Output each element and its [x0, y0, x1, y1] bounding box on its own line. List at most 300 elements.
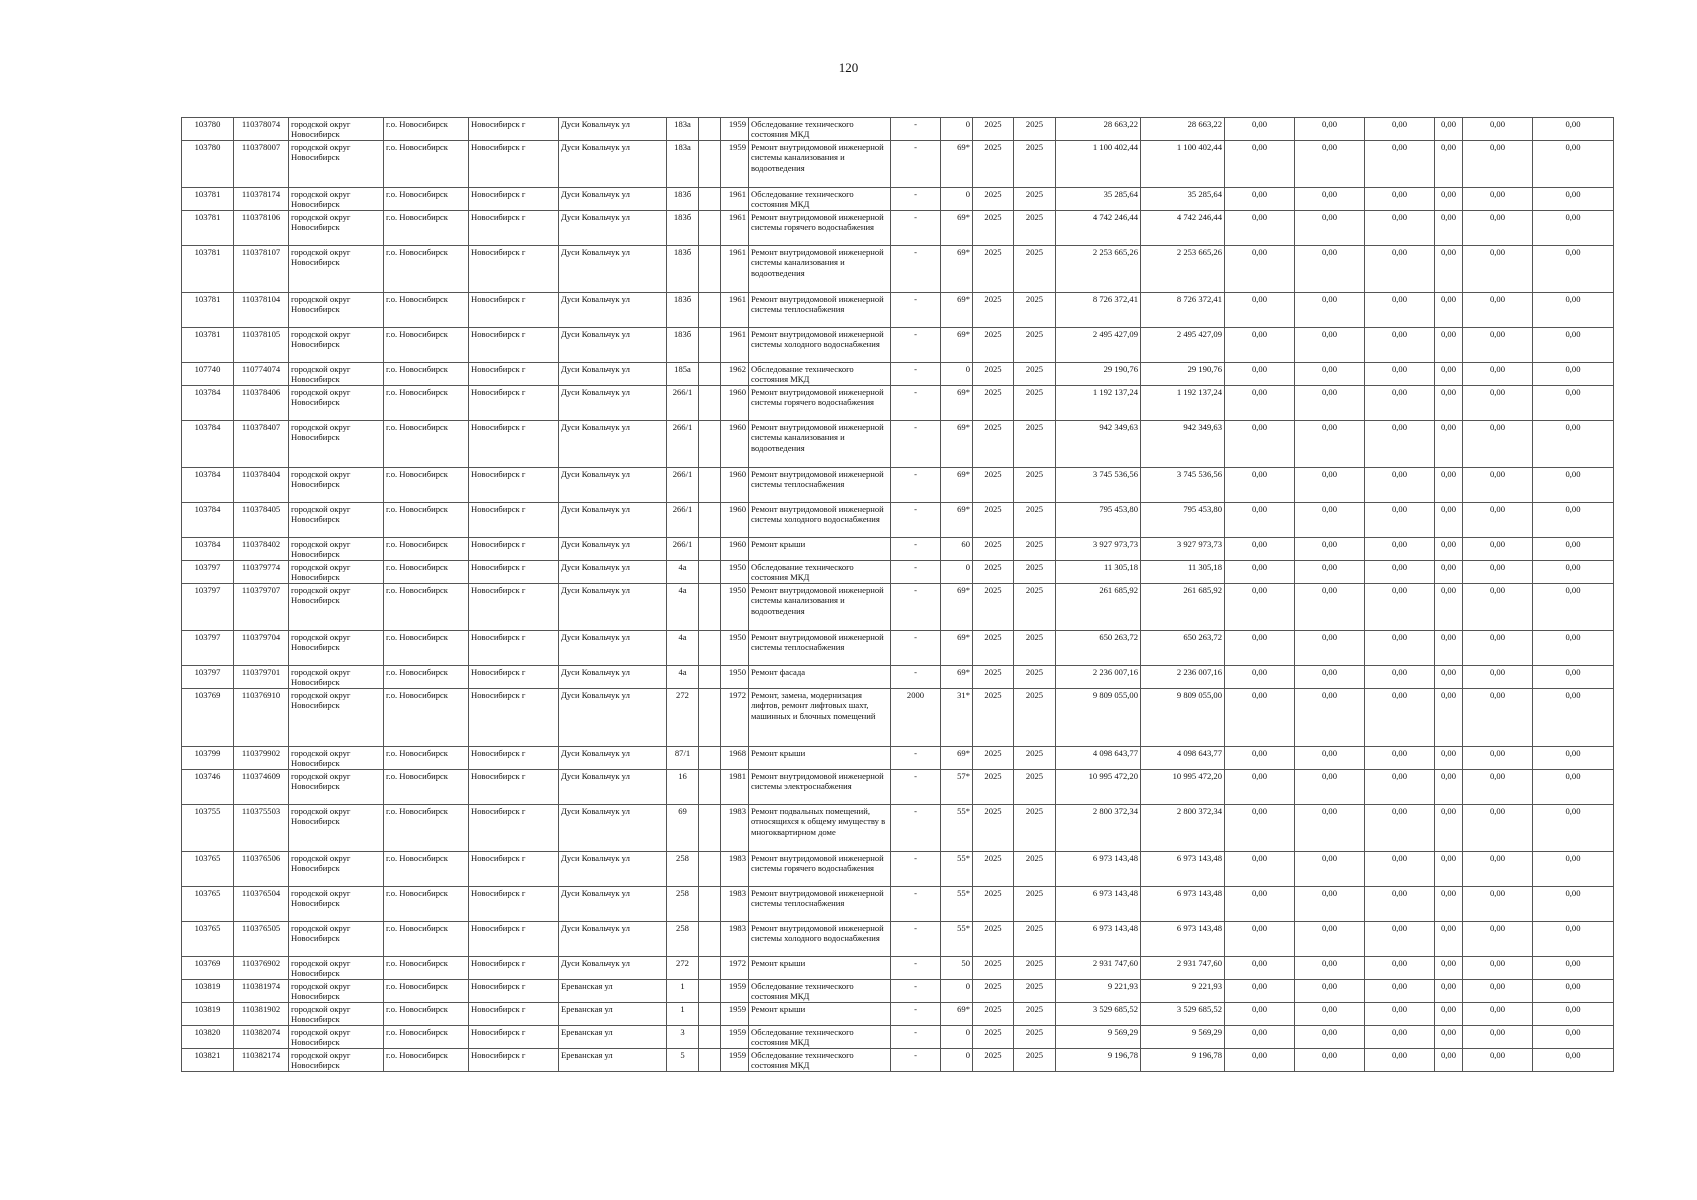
cell-cost-b: 0,00 — [1295, 1049, 1365, 1072]
cell-municipality: городской округ Новосибирск — [289, 421, 384, 468]
cell-house: 266/1 — [667, 386, 699, 421]
cell-house: 16 — [667, 770, 699, 805]
cell-city: Новосибирск г — [469, 747, 559, 770]
cell-cost-b: 0,00 — [1295, 328, 1365, 363]
cell-cost-c: 0,00 — [1365, 421, 1435, 468]
cell-year-start: 2025 — [973, 922, 1014, 957]
cell-cost-d: 0,00 — [1435, 1026, 1463, 1049]
cell-cost-b: 0,00 — [1295, 666, 1365, 689]
cell-cost-e: 0,00 — [1463, 584, 1533, 631]
cell-wear-percent: 0 — [941, 118, 973, 141]
cell-district: г.о. Новосибирск — [384, 188, 469, 211]
cell-cost-c: 0,00 — [1365, 770, 1435, 805]
cell-cost-f: 0,00 — [1533, 386, 1614, 421]
cell-city: Новосибирск г — [469, 293, 559, 328]
cell-cost-b: 0,00 — [1295, 770, 1365, 805]
cell-year-built: 1959 — [721, 980, 749, 1003]
cell-address-code: 103821 — [182, 1049, 234, 1072]
cell-cost-c: 0,00 — [1365, 957, 1435, 980]
cell-house: 185а — [667, 363, 699, 386]
cell-house: 183а — [667, 141, 699, 188]
cell-house: 183б — [667, 188, 699, 211]
cell-address-code: 103784 — [182, 503, 234, 538]
cell-building — [699, 689, 721, 747]
cell-cost-b: 0,00 — [1295, 561, 1365, 584]
cell-total-cost: 650 263,72 — [1056, 631, 1141, 666]
cell-building — [699, 328, 721, 363]
table-row — [182, 887, 1614, 922]
cell-work-id: 110376910 — [234, 689, 289, 747]
cell-city: Новосибирск г — [469, 1026, 559, 1049]
cell-work-id: 110381902 — [234, 1003, 289, 1026]
cell-year-built: 1961 — [721, 188, 749, 211]
cell-year-start: 2025 — [973, 363, 1014, 386]
cell-year-end: 2025 — [1014, 328, 1056, 363]
cell-municipality: городской округ Новосибирск — [289, 957, 384, 980]
cell-cost-a: 0,00 — [1225, 887, 1295, 922]
cell-cost-b: 0,00 — [1295, 421, 1365, 468]
cell-city: Новосибирск г — [469, 246, 559, 293]
cell-year-end: 2025 — [1014, 188, 1056, 211]
cell-cost-b: 0,00 — [1295, 584, 1365, 631]
cell-address-code: 103820 — [182, 1026, 234, 1049]
cell-work-id: 110381974 — [234, 980, 289, 1003]
cell-cost-e: 0,00 — [1463, 561, 1533, 584]
cell-cost-e: 0,00 — [1463, 852, 1533, 887]
cell-building — [699, 584, 721, 631]
cell-year-end: 2025 — [1014, 246, 1056, 293]
cell-cost-a: 0,00 — [1225, 770, 1295, 805]
cell-wear-percent: 0 — [941, 980, 973, 1003]
cell-street: Дуси Ковальчук ул — [559, 293, 667, 328]
cell-year-end: 2025 — [1014, 561, 1056, 584]
cell-year-start: 2025 — [973, 141, 1014, 188]
cell-volume: - — [891, 328, 941, 363]
cell-total-cost: 9 809 055,00 — [1056, 689, 1141, 747]
cell-work-id: 110376505 — [234, 922, 289, 957]
cell-total-cost: 261 685,92 — [1056, 584, 1141, 631]
cell-work-type: Обследование технического состояния МКД — [749, 118, 891, 141]
cell-city: Новосибирск г — [469, 957, 559, 980]
cell-street: Дуси Ковальчук ул — [559, 211, 667, 246]
cell-volume: - — [891, 1003, 941, 1026]
cell-year-start: 2025 — [973, 980, 1014, 1003]
cell-cost-fund: 2 931 747,60 — [1141, 957, 1225, 980]
cell-year-built: 1972 — [721, 957, 749, 980]
cell-cost-b: 0,00 — [1295, 363, 1365, 386]
cell-volume: - — [891, 805, 941, 852]
cell-year-end: 2025 — [1014, 363, 1056, 386]
cell-city: Новосибирск г — [469, 503, 559, 538]
cell-volume: - — [891, 770, 941, 805]
cell-cost-d: 0,00 — [1435, 211, 1463, 246]
cell-cost-e: 0,00 — [1463, 689, 1533, 747]
cell-cost-fund: 3 745 536,56 — [1141, 468, 1225, 503]
table-row — [182, 293, 1614, 328]
cell-city: Новосибирск г — [469, 852, 559, 887]
cell-year-end: 2025 — [1014, 118, 1056, 141]
table-row — [182, 363, 1614, 386]
cell-district: г.о. Новосибирск — [384, 1003, 469, 1026]
cell-city: Новосибирск г — [469, 689, 559, 747]
cell-street: Дуси Ковальчук ул — [559, 246, 667, 293]
table-row — [182, 747, 1614, 770]
cell-year-built: 1959 — [721, 1026, 749, 1049]
cell-work-type: Ремонт внутридомовой инженерной системы теплоснабжения — [749, 631, 891, 666]
cell-city: Новосибирск г — [469, 328, 559, 363]
table-row — [182, 805, 1614, 852]
cell-work-id: 110378406 — [234, 386, 289, 421]
cell-cost-e: 0,00 — [1463, 631, 1533, 666]
cell-city: Новосибирск г — [469, 887, 559, 922]
cell-year-start: 2025 — [973, 328, 1014, 363]
cell-year-end: 2025 — [1014, 631, 1056, 666]
cell-total-cost: 2 931 747,60 — [1056, 957, 1141, 980]
cell-cost-f: 0,00 — [1533, 980, 1614, 1003]
cell-cost-d: 0,00 — [1435, 747, 1463, 770]
cell-district: г.о. Новосибирск — [384, 293, 469, 328]
cell-work-id: 110379774 — [234, 561, 289, 584]
cell-cost-b: 0,00 — [1295, 887, 1365, 922]
cell-house: 183б — [667, 211, 699, 246]
table-row — [182, 188, 1614, 211]
cell-year-built: 1959 — [721, 141, 749, 188]
cell-building — [699, 747, 721, 770]
cell-year-built: 1960 — [721, 468, 749, 503]
cell-street: Дуси Ковальчук ул — [559, 188, 667, 211]
cell-cost-c: 0,00 — [1365, 188, 1435, 211]
cell-year-end: 2025 — [1014, 584, 1056, 631]
cell-total-cost: 9 221,93 — [1056, 980, 1141, 1003]
cell-cost-e: 0,00 — [1463, 503, 1533, 538]
cell-building — [699, 561, 721, 584]
cell-year-end: 2025 — [1014, 1026, 1056, 1049]
cell-cost-fund: 28 663,22 — [1141, 118, 1225, 141]
cell-street: Дуси Ковальчук ул — [559, 421, 667, 468]
cell-total-cost: 3 745 536,56 — [1056, 468, 1141, 503]
cell-year-start: 2025 — [973, 293, 1014, 328]
cell-total-cost: 6 973 143,48 — [1056, 852, 1141, 887]
cell-municipality: городской округ Новосибирск — [289, 503, 384, 538]
cell-municipality: городской округ Новосибирск — [289, 887, 384, 922]
cell-year-built: 1972 — [721, 689, 749, 747]
cell-volume: - — [891, 503, 941, 538]
cell-building — [699, 386, 721, 421]
cell-municipality: городской округ Новосибирск — [289, 922, 384, 957]
cell-street: Ереванская ул — [559, 1003, 667, 1026]
cell-address-code: 103799 — [182, 747, 234, 770]
cell-work-id: 110378104 — [234, 293, 289, 328]
cell-cost-c: 0,00 — [1365, 887, 1435, 922]
cell-cost-a: 0,00 — [1225, 141, 1295, 188]
cell-house: 272 — [667, 689, 699, 747]
cell-year-built: 1959 — [721, 1003, 749, 1026]
cell-year-start: 2025 — [973, 211, 1014, 246]
cell-volume: - — [891, 363, 941, 386]
cell-volume: - — [891, 211, 941, 246]
cell-year-start: 2025 — [973, 631, 1014, 666]
cell-total-cost: 29 190,76 — [1056, 363, 1141, 386]
cell-total-cost: 9 569,29 — [1056, 1026, 1141, 1049]
cell-cost-b: 0,00 — [1295, 468, 1365, 503]
cell-year-built: 1961 — [721, 246, 749, 293]
cell-work-id: 110378074 — [234, 118, 289, 141]
cell-year-built: 1959 — [721, 1049, 749, 1072]
cell-cost-e: 0,00 — [1463, 211, 1533, 246]
cell-cost-fund: 9 569,29 — [1141, 1026, 1225, 1049]
cell-city: Новосибирск г — [469, 141, 559, 188]
cell-volume: - — [891, 584, 941, 631]
cell-volume: - — [891, 980, 941, 1003]
cell-building — [699, 118, 721, 141]
cell-building — [699, 503, 721, 538]
cell-cost-b: 0,00 — [1295, 852, 1365, 887]
cell-cost-c: 0,00 — [1365, 747, 1435, 770]
cell-work-id: 110374609 — [234, 770, 289, 805]
cell-cost-f: 0,00 — [1533, 1026, 1614, 1049]
cell-house: 3 — [667, 1026, 699, 1049]
cell-cost-f: 0,00 — [1533, 328, 1614, 363]
cell-cost-e: 0,00 — [1463, 118, 1533, 141]
cell-year-end: 2025 — [1014, 211, 1056, 246]
cell-house: 183б — [667, 246, 699, 293]
cell-year-built: 1950 — [721, 666, 749, 689]
cell-wear-percent: 0 — [941, 363, 973, 386]
cell-cost-c: 0,00 — [1365, 118, 1435, 141]
cell-building — [699, 246, 721, 293]
cell-cost-fund: 261 685,92 — [1141, 584, 1225, 631]
cell-cost-e: 0,00 — [1463, 141, 1533, 188]
cell-building — [699, 631, 721, 666]
cell-district: г.о. Новосибирск — [384, 770, 469, 805]
cell-street: Дуси Ковальчук ул — [559, 747, 667, 770]
cell-municipality: городской округ Новосибирск — [289, 631, 384, 666]
cell-wear-percent: 57* — [941, 770, 973, 805]
cell-cost-fund: 3 927 973,73 — [1141, 538, 1225, 561]
cell-cost-d: 0,00 — [1435, 118, 1463, 141]
cell-municipality: городской округ Новосибирск — [289, 118, 384, 141]
cell-year-start: 2025 — [973, 1049, 1014, 1072]
cell-cost-e: 0,00 — [1463, 468, 1533, 503]
cell-volume: - — [891, 118, 941, 141]
cell-cost-fund: 9 809 055,00 — [1141, 689, 1225, 747]
cell-cost-f: 0,00 — [1533, 118, 1614, 141]
cell-street: Ереванская ул — [559, 1026, 667, 1049]
cell-year-built: 1960 — [721, 421, 749, 468]
cell-cost-d: 0,00 — [1435, 666, 1463, 689]
cell-work-type: Обследование технического состояния МКД — [749, 980, 891, 1003]
cell-year-end: 2025 — [1014, 980, 1056, 1003]
cell-address-code: 103780 — [182, 118, 234, 141]
cell-cost-b: 0,00 — [1295, 293, 1365, 328]
cell-cost-d: 0,00 — [1435, 561, 1463, 584]
cell-wear-percent: 69* — [941, 421, 973, 468]
cell-city: Новосибирск г — [469, 805, 559, 852]
cell-work-type: Ремонт внутридомовой инженерной системы канализования и водоотведения — [749, 141, 891, 188]
cell-work-type: Ремонт крыши — [749, 538, 891, 561]
cell-year-start: 2025 — [973, 503, 1014, 538]
cell-cost-a: 0,00 — [1225, 957, 1295, 980]
cell-cost-f: 0,00 — [1533, 887, 1614, 922]
cell-house: 258 — [667, 922, 699, 957]
cell-volume: - — [891, 957, 941, 980]
cell-cost-a: 0,00 — [1225, 689, 1295, 747]
cell-municipality: городской округ Новосибирск — [289, 328, 384, 363]
cell-cost-fund: 942 349,63 — [1141, 421, 1225, 468]
cell-year-end: 2025 — [1014, 805, 1056, 852]
cell-year-end: 2025 — [1014, 887, 1056, 922]
cell-volume: - — [891, 747, 941, 770]
cell-street: Дуси Ковальчук ул — [559, 503, 667, 538]
cell-cost-fund: 29 190,76 — [1141, 363, 1225, 386]
cell-work-type: Ремонт внутридомовой инженерной системы канализования и водоотведения — [749, 584, 891, 631]
table-row — [182, 538, 1614, 561]
cell-wear-percent: 69* — [941, 666, 973, 689]
cell-work-id: 110379902 — [234, 747, 289, 770]
cell-cost-d: 0,00 — [1435, 141, 1463, 188]
cell-municipality: городской округ Новосибирск — [289, 770, 384, 805]
cell-total-cost: 2 236 007,16 — [1056, 666, 1141, 689]
cell-cost-f: 0,00 — [1533, 293, 1614, 328]
cell-cost-d: 0,00 — [1435, 770, 1463, 805]
cell-cost-fund: 1 100 402,44 — [1141, 141, 1225, 188]
cell-house: 4а — [667, 631, 699, 666]
cell-year-end: 2025 — [1014, 538, 1056, 561]
cell-cost-b: 0,00 — [1295, 1003, 1365, 1026]
cell-house: 266/1 — [667, 503, 699, 538]
cell-year-built: 1960 — [721, 503, 749, 538]
cell-cost-e: 0,00 — [1463, 805, 1533, 852]
cell-total-cost: 8 726 372,41 — [1056, 293, 1141, 328]
cell-year-end: 2025 — [1014, 957, 1056, 980]
cell-municipality: городской округ Новосибирск — [289, 805, 384, 852]
cell-cost-d: 0,00 — [1435, 538, 1463, 561]
cell-street: Ереванская ул — [559, 1049, 667, 1072]
cell-cost-b: 0,00 — [1295, 747, 1365, 770]
cell-year-end: 2025 — [1014, 922, 1056, 957]
cell-cost-c: 0,00 — [1365, 503, 1435, 538]
cell-wear-percent: 69* — [941, 141, 973, 188]
cell-volume: - — [891, 386, 941, 421]
cell-address-code: 103797 — [182, 666, 234, 689]
cell-wear-percent: 55* — [941, 887, 973, 922]
cell-house: 1 — [667, 980, 699, 1003]
cell-total-cost: 9 196,78 — [1056, 1049, 1141, 1072]
cell-cost-fund: 11 305,18 — [1141, 561, 1225, 584]
cell-cost-a: 0,00 — [1225, 922, 1295, 957]
cell-house: 69 — [667, 805, 699, 852]
table-row — [182, 689, 1614, 747]
cell-cost-c: 0,00 — [1365, 666, 1435, 689]
cell-cost-a: 0,00 — [1225, 852, 1295, 887]
cell-building — [699, 538, 721, 561]
cell-district: г.о. Новосибирск — [384, 246, 469, 293]
cell-building — [699, 363, 721, 386]
cell-cost-c: 0,00 — [1365, 328, 1435, 363]
cell-street: Дуси Ковальчук ул — [559, 468, 667, 503]
cell-cost-e: 0,00 — [1463, 770, 1533, 805]
cell-cost-f: 0,00 — [1533, 363, 1614, 386]
cell-street: Дуси Ковальчук ул — [559, 689, 667, 747]
cell-address-code: 107740 — [182, 363, 234, 386]
cell-work-id: 110376506 — [234, 852, 289, 887]
cell-street: Дуси Ковальчук ул — [559, 363, 667, 386]
cell-wear-percent: 69* — [941, 246, 973, 293]
cell-cost-c: 0,00 — [1365, 631, 1435, 666]
cell-house: 272 — [667, 957, 699, 980]
cell-work-type: Ремонт внутридомовой инженерной системы горячего водоснабжения — [749, 211, 891, 246]
cell-volume: - — [891, 922, 941, 957]
cell-volume: - — [891, 293, 941, 328]
cell-cost-a: 0,00 — [1225, 561, 1295, 584]
cell-cost-c: 0,00 — [1365, 1026, 1435, 1049]
cell-house: 266/1 — [667, 421, 699, 468]
cell-cost-a: 0,00 — [1225, 328, 1295, 363]
table-row — [182, 666, 1614, 689]
cell-municipality: городской округ Новосибирск — [289, 980, 384, 1003]
cell-cost-c: 0,00 — [1365, 363, 1435, 386]
cell-work-type: Обследование технического состояния МКД — [749, 1049, 891, 1072]
cell-cost-f: 0,00 — [1533, 770, 1614, 805]
cell-year-built: 1950 — [721, 561, 749, 584]
cell-work-type: Ремонт внутридомовой инженерной системы канализования и водоотведения — [749, 246, 891, 293]
cell-city: Новосибирск г — [469, 421, 559, 468]
cell-cost-f: 0,00 — [1533, 246, 1614, 293]
cell-cost-f: 0,00 — [1533, 584, 1614, 631]
cell-street: Дуси Ковальчук ул — [559, 957, 667, 980]
cell-cost-d: 0,00 — [1435, 421, 1463, 468]
cell-total-cost: 10 995 472,20 — [1056, 770, 1141, 805]
cell-district: г.о. Новосибирск — [384, 468, 469, 503]
cell-district: г.о. Новосибирск — [384, 584, 469, 631]
cell-wear-percent: 50 — [941, 957, 973, 980]
cell-year-start: 2025 — [973, 421, 1014, 468]
cell-house: 87/1 — [667, 747, 699, 770]
cell-cost-c: 0,00 — [1365, 141, 1435, 188]
cell-volume: - — [891, 1026, 941, 1049]
cell-address-code: 103781 — [182, 293, 234, 328]
cell-year-start: 2025 — [973, 747, 1014, 770]
cell-city: Новосибирск г — [469, 584, 559, 631]
cell-building — [699, 922, 721, 957]
cell-work-type: Ремонт внутридомовой инженерной системы холодного водоснабжения — [749, 922, 891, 957]
cell-total-cost: 4 098 643,77 — [1056, 747, 1141, 770]
cell-street: Дуси Ковальчук ул — [559, 666, 667, 689]
cell-wear-percent: 69* — [941, 211, 973, 246]
cell-year-built: 1968 — [721, 747, 749, 770]
cell-year-start: 2025 — [973, 118, 1014, 141]
cell-building — [699, 957, 721, 980]
cell-street: Дуси Ковальчук ул — [559, 852, 667, 887]
cell-street: Дуси Ковальчук ул — [559, 631, 667, 666]
cell-cost-f: 0,00 — [1533, 503, 1614, 538]
cell-city: Новосибирск г — [469, 363, 559, 386]
cell-cost-f: 0,00 — [1533, 421, 1614, 468]
cell-cost-b: 0,00 — [1295, 805, 1365, 852]
cell-municipality: городской округ Новосибирск — [289, 211, 384, 246]
cell-cost-b: 0,00 — [1295, 980, 1365, 1003]
cell-building — [699, 211, 721, 246]
cell-year-built: 1962 — [721, 363, 749, 386]
cell-year-end: 2025 — [1014, 503, 1056, 538]
cell-building — [699, 468, 721, 503]
cell-building — [699, 980, 721, 1003]
cell-wear-percent: 69* — [941, 1003, 973, 1026]
cell-district: г.о. Новосибирск — [384, 141, 469, 188]
cell-address-code: 103797 — [182, 631, 234, 666]
cell-year-start: 2025 — [973, 538, 1014, 561]
cell-address-code: 103746 — [182, 770, 234, 805]
